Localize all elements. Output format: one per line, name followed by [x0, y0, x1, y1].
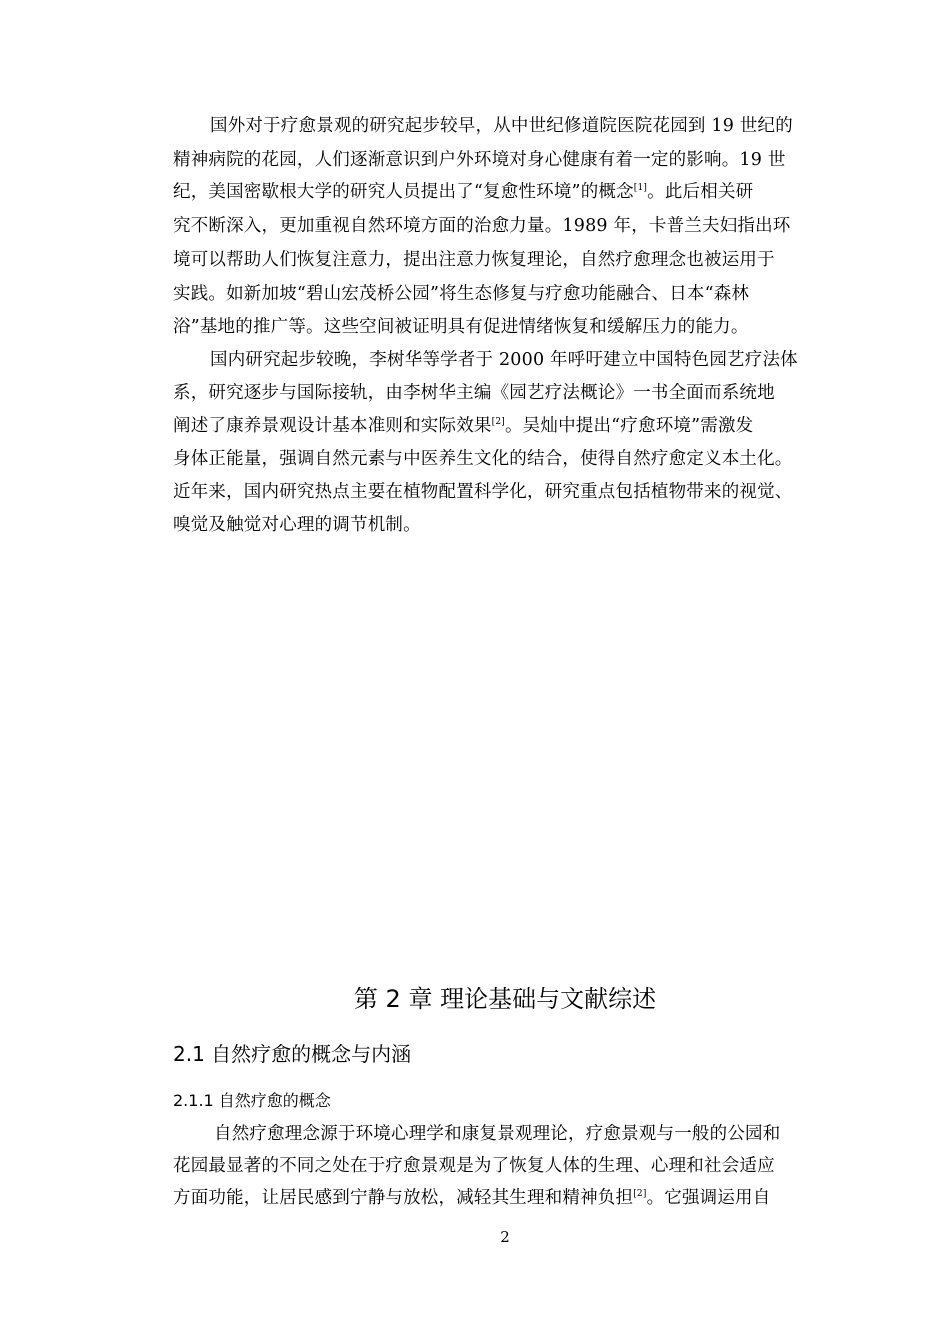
- paragraph-line: 方面功能，让居民感到宁静与放松，减轻其生理和精神负担[2]。它强调运用自: [173, 1188, 771, 1208]
- subsection-heading: 2.1.1 自然疗愈的概念: [173, 1091, 331, 1110]
- paragraph-line: 国内研究起步较晚，李树华等学者于 2000 年呼吁建立中国特色园艺疗法体: [210, 350, 798, 370]
- paragraph-line: 精神病院的花园，人们逐渐意识到户外环境对身心健康有着一定的影响。19 世: [173, 150, 786, 170]
- citation-ref[interactable]: [2]: [633, 1189, 647, 1199]
- paragraph-line: 阐述了康养景观设计基本准则和实际效果[2]。吴灿中提出“疗愈环境”需激发: [173, 416, 754, 436]
- paragraph-line: 自然疗愈理念源于环境心理学和康复景观理论，疗愈景观与一般的公园和: [214, 1124, 781, 1144]
- page-number: 2: [500, 1228, 510, 1246]
- paragraph-line: 究不断深入，更加重视自然环境方面的治愈力量。1989 年，卡普兰夫妇指出环: [173, 216, 791, 236]
- paragraph-line: 国外对于疗愈景观的研究起步较早，从中世纪修道院医院花园到 19 世纪的: [210, 116, 793, 136]
- paragraph-line: 身体正能量，强调自然元素与中医养生文化的结合，使得自然疗愈定义本土化。: [173, 449, 793, 469]
- paragraph-line: 境可以帮助人们恢复注意力，提出注意力恢复理论，自然疗愈理念也被运用于: [173, 250, 775, 270]
- paragraph-line: 浴”基地的推广等。这些空间被证明具有促进情绪恢复和缓解压力的能力。: [173, 317, 749, 337]
- paragraph-line: 纪，美国密歇根大学的研究人员提出了“复愈性环境”的概念[1]。此后相关研: [173, 182, 754, 202]
- citation-ref[interactable]: [2]: [491, 417, 505, 427]
- citation-ref[interactable]: [1]: [633, 183, 648, 193]
- paragraph-line: 近年来，国内研究热点主要在植物配置科学化，研究重点包括植物带来的视觉、: [173, 482, 793, 502]
- paragraph-line: 嗅觉及触觉对心理的调节机制。: [173, 515, 421, 535]
- paragraph-line: 实践。如新加坡“碧山宏茂桥公园”将生态修复与疗愈功能融合、日本“森林: [173, 284, 750, 304]
- paragraph-line: 系，研究逐步与国际接轨，由李树华主编《园艺疗法概论》一书全面而系统地: [173, 383, 775, 403]
- paragraph-line: 花园最显著的不同之处在于疗愈景观是为了恢复人体的生理、心理和社会适应: [173, 1156, 775, 1176]
- chapter-title: 第 2 章 理论基础与文献综述: [353, 985, 657, 1013]
- section-heading: 2.1 自然疗愈的概念与内涵: [173, 1042, 412, 1066]
